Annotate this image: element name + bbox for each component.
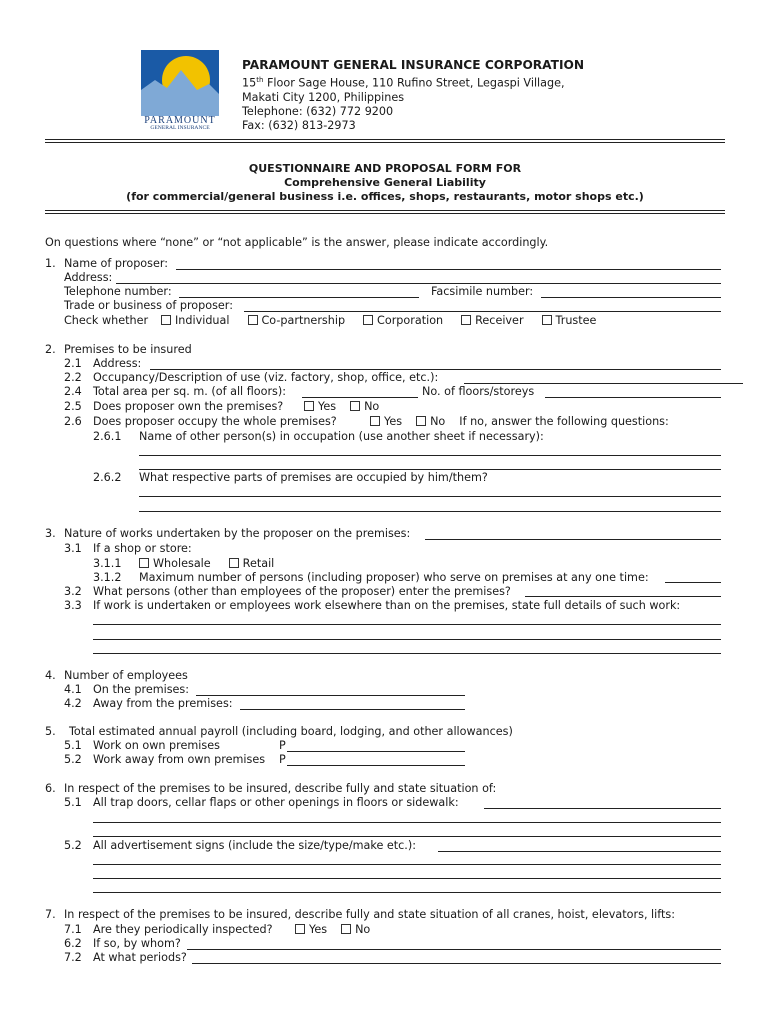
advertisement-signs-line-3[interactable] — [93, 878, 721, 879]
q5-1-currency: P — [279, 739, 286, 752]
q2-5-number: 2.5 — [64, 400, 82, 413]
q1-address-label: Address: — [64, 271, 113, 284]
q3-1-number: 3.1 — [64, 542, 82, 555]
q4-number: 4. — [45, 669, 56, 682]
checkbox-icon[interactable] — [161, 315, 171, 325]
option-individual[interactable]: Individual — [161, 314, 230, 328]
q2-4-label: Total area per sq. m. (of all floors): — [93, 385, 287, 398]
q2-6-number: 2.6 — [64, 415, 82, 428]
logo-text-1: PARAMOUNT — [144, 115, 216, 126]
q3-1-2-label: Maximum number of persons (including proposer) who serve on premises at any one time: — [139, 571, 649, 584]
employees-on-premises-field[interactable] — [196, 695, 465, 696]
q4-title: Number of employees — [64, 669, 188, 682]
trade-field[interactable] — [244, 311, 721, 312]
occupy-yes-option[interactable]: Yes — [370, 415, 402, 429]
q1-trade-label: Trade or business of proposer: — [64, 299, 233, 312]
q3-number: 3. — [45, 527, 56, 540]
parts-occupied-line-1[interactable] — [139, 496, 721, 497]
q2-5-options — [304, 400, 397, 414]
q4-2-label: Away from the premises: — [93, 697, 233, 710]
facsimile-field[interactable] — [541, 297, 721, 298]
checkbox-icon[interactable] — [295, 924, 305, 934]
option-corporation[interactable]: Corporation — [363, 314, 443, 328]
work-details-line-2[interactable] — [93, 639, 721, 640]
work-details-line-3[interactable] — [93, 653, 721, 654]
telephone-field[interactable] — [179, 297, 419, 298]
checkbox-icon[interactable] — [542, 315, 552, 325]
q6-number: 6. — [45, 782, 56, 795]
inspection-periods-field[interactable] — [192, 963, 721, 964]
own-no-option[interactable]: No — [350, 400, 379, 414]
form-title-1: QUESTIONNAIRE AND PROPOSAL FORM FOR — [248, 162, 522, 175]
q1-facsimile-label: Facsimile number: — [431, 285, 534, 298]
header-divider-top — [45, 139, 725, 140]
occupancy-field[interactable] — [464, 383, 743, 384]
title-divider-bottom — [45, 213, 725, 214]
floors-field[interactable] — [545, 397, 721, 398]
logo-text-2: GENERAL INSURANCE — [150, 125, 210, 131]
q6-title: In respect of the premises to be insured, describe fully and state situation of: — [64, 782, 497, 795]
payroll-away-field[interactable] — [287, 765, 465, 766]
nature-of-works-field[interactable] — [425, 539, 721, 540]
checkbox-icon[interactable] — [304, 401, 314, 411]
option-receiver[interactable]: Receiver — [461, 314, 523, 328]
option-trustee[interactable]: Trustee — [542, 314, 597, 328]
q2-6-1-number: 2.6.1 — [93, 430, 122, 443]
q5-number: 5. — [45, 725, 56, 738]
checkbox-icon[interactable] — [461, 315, 471, 325]
company-address-2: Makati City 1200, Philippines — [242, 90, 405, 104]
option-co-partnership[interactable]: Co-partnership — [248, 314, 346, 328]
checkbox-icon[interactable] — [370, 416, 380, 426]
checkbox-icon[interactable] — [416, 416, 426, 426]
q1-options — [161, 314, 614, 328]
q5-2-currency: P — [279, 753, 286, 766]
q1-number: 1. — [45, 257, 56, 270]
q2-1-label: Address: — [93, 357, 142, 370]
checkbox-icon[interactable] — [350, 401, 360, 411]
advertisement-signs-field[interactable] — [438, 851, 721, 852]
q3-1-2-number: 3.1.2 — [93, 571, 122, 584]
q2-number: 2. — [45, 343, 56, 356]
proposer-name-field[interactable] — [176, 269, 721, 270]
q3-2-label: What persons (other than employees of the proposer) enter the premises? — [93, 585, 511, 598]
q2-1-number: 2.1 — [64, 357, 82, 370]
q2-2-label: Occupancy/Description of use (viz. factory, shop, office, etc.): — [93, 371, 439, 384]
total-area-field[interactable] — [302, 397, 418, 398]
q3-1-1-number: 3.1.1 — [93, 557, 122, 570]
logo-mark — [141, 50, 219, 116]
q2-2-number: 2.2 — [64, 371, 82, 384]
retail-option[interactable]: Retail — [229, 557, 275, 571]
q2-6-2-label: What respective parts of premises are occupied by him/them? — [139, 471, 488, 484]
q7-2-label: If so, by whom? — [93, 937, 181, 950]
company-address-1: 15th Floor Sage House, 110 Rufino Street, Legaspi Village, — [242, 76, 565, 90]
q5-1-number: 5.1 — [64, 739, 82, 752]
q2-5-label: Does proposer own the premises? — [93, 400, 284, 413]
q4-1-number: 4.1 — [64, 683, 82, 696]
company-logo — [141, 50, 219, 130]
q5-title: Total estimated annual payroll (including board, lodging, and other allowances) — [69, 725, 513, 738]
q6-2-number: 5.2 — [64, 839, 82, 852]
q3-1-1-options — [139, 557, 292, 571]
q1-name-label: Name of proposer: — [64, 257, 169, 270]
q1-telephone-label: Telephone number: — [64, 285, 172, 298]
q2-6-options — [370, 415, 669, 429]
q2-6-2-number: 2.6.2 — [93, 471, 122, 484]
other-persons-line-2[interactable] — [139, 469, 721, 470]
q7-2-number: 6.2 — [64, 937, 82, 950]
title-divider-top — [45, 210, 725, 211]
q2-4-number: 2.4 — [64, 385, 82, 398]
checkbox-icon[interactable] — [341, 924, 351, 934]
q2-title: Premises to be insured — [64, 343, 192, 356]
form-title-3: (for commercial/general business i.e. offices, shops, restaurants, motor shops etc.) — [126, 190, 644, 203]
checkbox-icon[interactable] — [229, 558, 239, 568]
instruction-text: On questions where “none” or “not applicable” is the answer, please indicate accordingly. — [45, 236, 549, 249]
company-header — [242, 58, 584, 133]
q4-2-number: 4.2 — [64, 697, 82, 710]
q6-2-label: All advertisement signs (include the size/type/make etc.): — [93, 839, 416, 852]
q7-3-number: 7.2 — [64, 951, 82, 964]
q7-1-label: Are they periodically inspected? — [93, 923, 273, 936]
employees-away-field[interactable] — [240, 709, 465, 710]
q5-1-label: Work on own premises — [93, 739, 220, 752]
company-fax: Fax: (632) 813-2973 — [242, 118, 356, 132]
payroll-own-premises-field[interactable] — [287, 751, 465, 752]
q3-1-label: If a shop or store: — [93, 542, 192, 555]
q7-title: In respect of the premises to be insured, describe fully and state situation of all cranes, hoist, elevators, lifts: — [64, 908, 675, 921]
wholesale-option[interactable]: Wholesale — [139, 557, 211, 571]
persons-enter-field[interactable] — [525, 596, 721, 597]
header-divider-bottom — [45, 142, 725, 143]
occupy-no-option[interactable]: No — [416, 415, 445, 429]
q5-2-number: 5.2 — [64, 753, 82, 766]
q5-2-label: Work away from own premises — [93, 753, 266, 766]
parts-occupied-line-2[interactable] — [139, 511, 721, 512]
other-persons-line-1[interactable] — [139, 455, 721, 456]
trap-doors-field[interactable] — [484, 808, 721, 809]
q1-check-label: Check whether — [64, 314, 149, 327]
inspected-no-option[interactable]: No — [341, 923, 370, 937]
q3-2-number: 3.2 — [64, 585, 82, 598]
q7-number: 7. — [45, 908, 56, 921]
proposer-address-field[interactable] — [116, 283, 721, 284]
q3-3-label: If work is undertaken or employees work elsewhere than on the premises, state full details of such work: — [93, 599, 681, 612]
q7-1-options — [295, 923, 388, 937]
q2-4-floors-label: No. of floors/storeys — [422, 385, 535, 398]
premises-address-field[interactable] — [150, 369, 721, 370]
q2-6-label: Does proposer occupy the whole premises? — [93, 415, 337, 428]
q2-6-1-label: Name of other person(s) in occupation (use another sheet if necessary): — [139, 430, 544, 443]
company-name: PARAMOUNT GENERAL INSURANCE CORPORATION — [242, 58, 585, 72]
company-telephone: Telephone: (632) 772 9200 — [242, 104, 394, 118]
inspected-by-field[interactable] — [187, 949, 721, 950]
q3-3-number: 3.3 — [64, 599, 82, 612]
checkbox-icon[interactable] — [248, 315, 258, 325]
checkbox-icon[interactable] — [139, 558, 149, 568]
q4-1-label: On the premises: — [93, 683, 190, 696]
q3-title: Nature of works undertaken by the proposer on the premises: — [64, 527, 411, 540]
form-title-2: Comprehensive General Liability — [284, 176, 486, 189]
trap-doors-line-3[interactable] — [93, 836, 721, 837]
advertisement-signs-line-2[interactable] — [93, 864, 721, 865]
inspected-yes-option[interactable]: Yes — [295, 923, 327, 937]
own-yes-option[interactable]: Yes — [304, 400, 336, 414]
q2-6-followup: If no, answer the following questions: — [459, 415, 669, 428]
checkbox-icon[interactable] — [363, 315, 373, 325]
trap-doors-line-2[interactable] — [93, 822, 721, 823]
work-details-line-1[interactable] — [93, 624, 721, 625]
q6-1-label: All trap doors, cellar flaps or other openings in floors or sidewalk: — [93, 796, 459, 809]
max-persons-field[interactable] — [665, 582, 721, 583]
q6-1-number: 5.1 — [64, 796, 82, 809]
q7-1-number: 7.1 — [64, 923, 82, 936]
advertisement-signs-line-4[interactable] — [93, 892, 721, 893]
q7-3-label: At what periods? — [93, 951, 187, 964]
